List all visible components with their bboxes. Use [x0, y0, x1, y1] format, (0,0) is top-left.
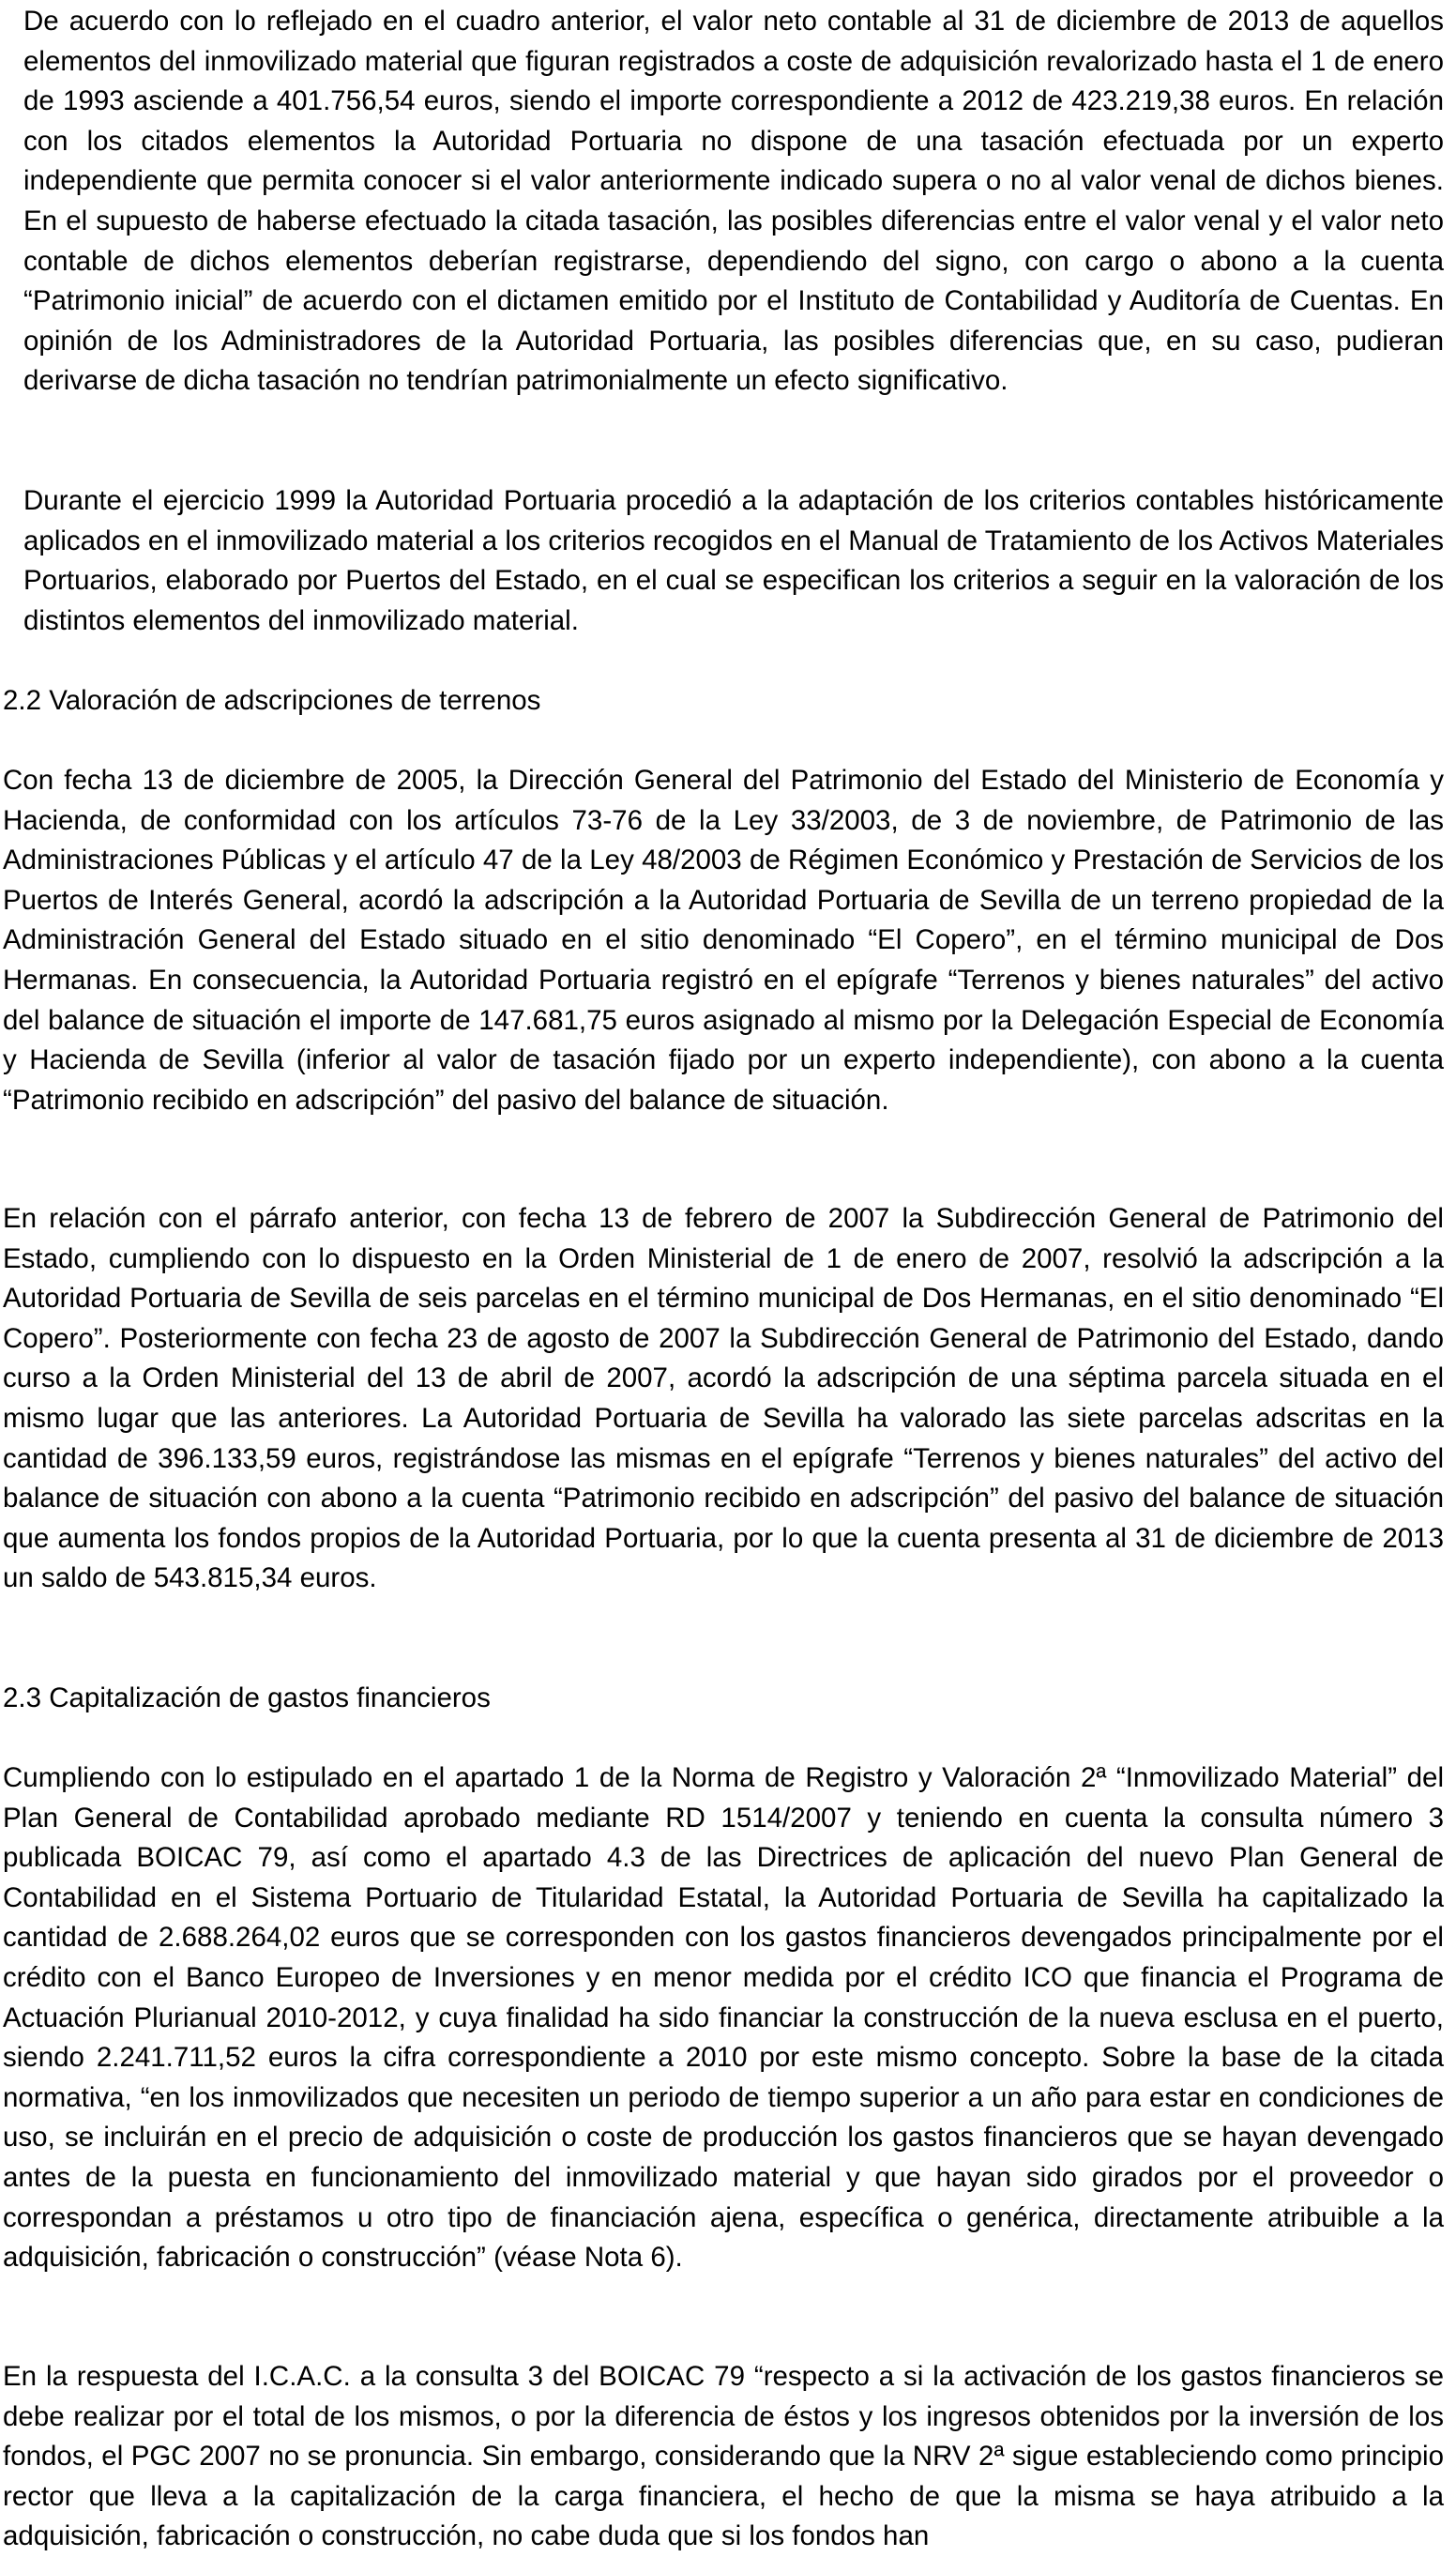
- paragraph-capitalization: Cumpliendo con lo estipulado en el apartado 1 de la Norma de Registro y Valoración 2ª “Inmovilizado Material” del Plan General de Contabilidad aprobado mediante RD 1514/2007 y teniendo en cuenta la consulta número 3 publicada BOICAC 79, así como el apartado 4.3 de las Directrices de aplicación del nuevo Plan General de Contabilidad en el Sistema Portuario de Titularidad Estatal, la Autoridad Portuaria de Sevilla ha capitalizado la cantidad de 2.688.264,02 euros que se corresponden con los gastos financieros devengados principalmente por el crédito con el Banco Europeo de Inversiones y en menor medida por el crédito ICO que financia el Programa de Actuación Plurianual 2010-2012, y cuya finalidad ha sido financiar la construcción de la nueva esclusa en el puerto, siendo 2.241.711,52 euros la cifra correspondiente a 2010 por este mismo concepto. Sobre la base de la citada normativa, “en los inmovilizados que necesiten un periodo de tiempo superior a un año para estar en condiciones de uso, se incluirán en el precio de adquisición o coste de producción los gastos financieros que se hayan devengado antes de la puesta en funcionamiento del inmovilizado material y que hayan sido girados por el proveedor o correspondan a préstamos u otro tipo de financiación ajena, específica o genérica, directamente atribuible a la adquisición, fabricación o construcción” (véase Nota 6).: [3, 1762, 1444, 2274]
- paragraph-net-book-value: De acuerdo con lo reflejado en el cuadro anterior, el valor neto contable al 31 de diciembre de 2013 de aquellos elementos del inmovilizado material que figuran registrados a coste de adquisición revalorizado hasta el 1 de enero de 1993 asciende a 401.756,54 euros, siendo el importe correspondiente a 2012 de 423.219,38 euros. En relación con los citados elementos la Autoridad Portuaria no dispone de una tasación efectuada por un experto independiente que permita conocer si el valor anteriormente indicado supera o no al valor venal de dichos bienes. En el supuesto de haberse efectuado la citada tasación, las posibles diferencias entre el valor venal y el valor neto contable de dichos elementos deberían registrarse, dependiendo del signo, con cargo o abono a la cuenta “Patrimonio inicial” de acuerdo con el dictamen emitido por el Instituto de Contabilidad y Auditoría de Cuentas. En opinión de los Administradores de la Autoridad Portuaria, las posibles diferencias que, en su caso, pudieran derivarse de dicha tasación no tendrían patrimonialmente un efecto significativo.: [23, 6, 1444, 397]
- paragraph-el-copero-assignment: Con fecha 13 de diciembre de 2005, la Dirección General del Patrimonio del Estado del Ministerio de Economía y Hacienda, de conformidad con los artículos 73-76 de la Ley 33/2003, de 3 de noviembre, de Patrimonio de las Administraciones Públicas y el artículo 47 de la Ley 48/2003 de Régimen Económico y Prestación de Servicios de los Puertos de Interés General, acordó la adscripción a la Autoridad Portuaria de Sevilla de un terreno propiedad de la Administración General del Estado situado en el sitio denominado “El Copero”, en el término municipal de Dos Hermanas. En consecuencia, la Autoridad Portuaria registró en el epígrafe “Terrenos y bienes naturales” del activo del balance de situación el importe de 147.681,75 euros asignado al mismo por la Delegación Especial de Economía y Hacienda de Sevilla (inferior al valor de tasación fijado por un experto independiente), con abono a la cuenta “Patrimonio recibido en adscripción” del pasivo del balance de situación.: [3, 765, 1444, 1116]
- section-heading-financial-expenses: 2.3 Capitalización de gastos financieros: [3, 1682, 491, 1713]
- paragraph-criteria-adaptation: Durante el ejercicio 1999 la Autoridad Portuaria procedió a la adaptación de los criterios contables históricamente aplicados en el inmovilizado material a los criterios recogidos en el Manual de Tratamiento de los Activos Materiales Portuarios, elaborado por Puertos del Estado, en el cual se especifican los criterios a seguir en la valoración de los distintos elementos del inmovilizado material.: [23, 485, 1444, 636]
- paragraph-icac-response: En la respuesta del I.C.A.C. a la consulta 3 del BOICAC 79 “respecto a si la activación de los gastos financieros se debe realizar por el total de los mismos, o por la diferencia de éstos y los ingresos obtenidos por la inversión de los fondos, el PGC 2007 no se pronuncia. Sin embargo, considerando que la NRV 2ª sigue estableciendo como principio rector que lleva a la capitalización de la carga financiera, el hecho de que la misma se haya atribuido a la adquisición, fabricación o construcción, no cabe duda que si los fondos han: [3, 2361, 1444, 2552]
- paragraph-seven-parcels: En relación con el párrafo anterior, con fecha 13 de febrero de 2007 la Subdirección General de Patrimonio del Estado, cumpliendo con lo dispuesto en la Orden Ministerial de 1 de enero de 2007, resolvió la adscripción a la Autoridad Portuaria de Sevilla de seis parcelas en el término municipal de Dos Hermanas, en el sitio denominado “El Copero”. Posteriormente con fecha 23 de agosto de 2007 la Subdirección General de Patrimonio del Estado, dando curso a la Orden Ministerial del 13 de abril de 2007, acordó la adscripción de una séptima parcela situada en el mismo lugar que las anteriores. La Autoridad Portuaria de Sevilla ha valorado las siete parcelas adscritas en la cantidad de 396.133,59 euros, registrándose las mismas en el epígrafe “Terrenos y bienes naturales” del activo del balance de situación con abono a la cuenta “Patrimonio recibido en adscripción” del pasivo del balance de situación que aumenta los fondos propios de la Autoridad Portuaria, por lo que la cuenta presenta al 31 de diciembre de 2013 un saldo de 543.815,34 euros.: [3, 1203, 1444, 1594]
- section-heading-land-assignments: 2.2 Valoración de adscripciones de terrenos: [3, 685, 541, 716]
